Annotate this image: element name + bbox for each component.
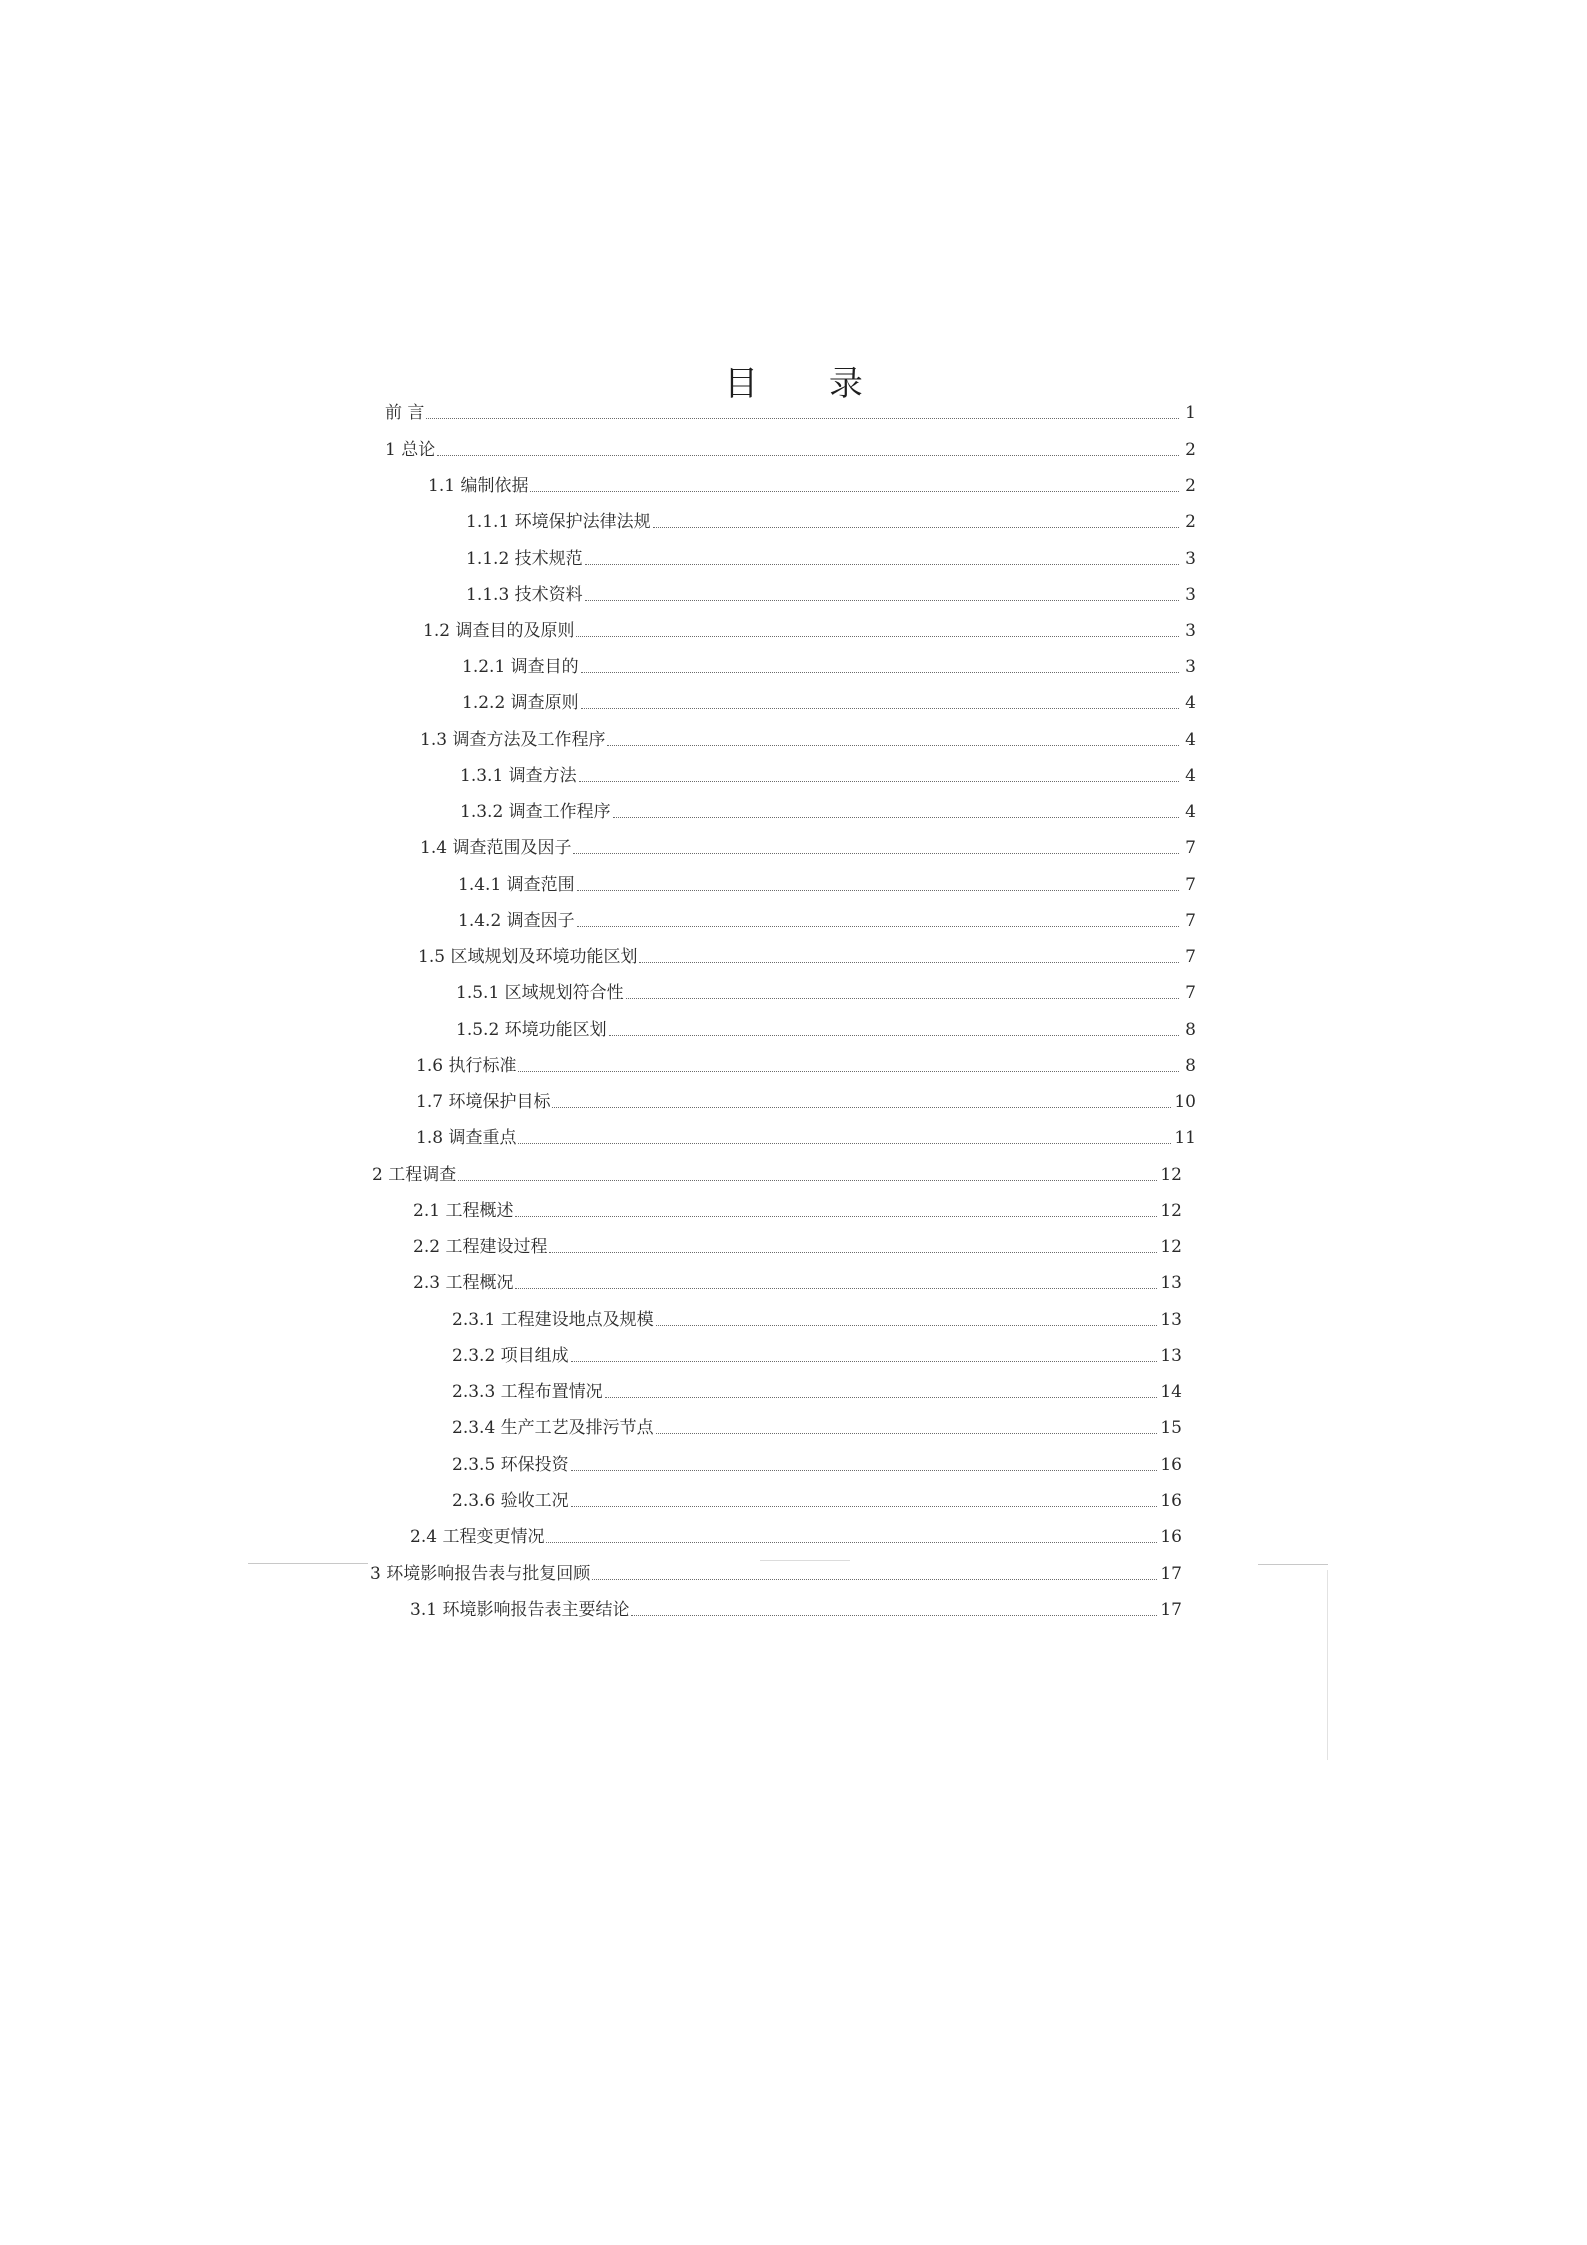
toc-entry-label: 1.5.2 环境功能区划: [456, 1020, 607, 1040]
toc-entry-label: 2.3 工程概况: [413, 1273, 514, 1293]
toc-entry-page-number: 3: [1185, 621, 1196, 641]
toc-entry-page-number: 11: [1174, 1128, 1196, 1148]
toc-entry-label: 2.4 工程变更情况: [410, 1527, 545, 1547]
toc-entry-label: 1.5.1 区域规划符合性: [456, 983, 624, 1003]
toc-entry-page-number: 13: [1160, 1310, 1182, 1330]
toc-dot-leader: [552, 1107, 1171, 1108]
toc-entry: [410, 1523, 1182, 1547]
toc-dot-leader: [581, 708, 1179, 709]
toc-dot-leader: [571, 1470, 1158, 1471]
toc-entry-page-number: 2: [1185, 440, 1196, 460]
toc-dot-leader: [607, 745, 1179, 746]
scan-artifact-line: [760, 1560, 850, 1561]
toc-dot-leader: [577, 926, 1179, 927]
toc-dot-leader: [437, 455, 1179, 456]
toc-entry-page-number: 8: [1185, 1020, 1196, 1040]
toc-entry: [385, 436, 1196, 460]
toc-entry: [452, 1414, 1182, 1438]
toc-entry-page-number: 16: [1160, 1455, 1182, 1475]
toc-entry-label: 3.1 环境影响报告表主要结论: [410, 1600, 630, 1620]
toc-entry: [456, 979, 1196, 1003]
toc-dot-leader: [515, 1288, 1157, 1289]
toc-entry-label: 1.1.1 环境保护法律法规: [466, 512, 651, 532]
toc-entry: [416, 1124, 1196, 1148]
toc-entry: [413, 1269, 1182, 1293]
toc-entry: [385, 399, 1196, 423]
toc-entry-label: 2.3.5 环保投资: [452, 1455, 569, 1475]
toc-entry-label: 1.4 调查范围及因子: [420, 838, 572, 858]
toc-entry-page-number: 13: [1160, 1273, 1182, 1293]
toc-dot-leader: [518, 1143, 1171, 1144]
toc-entry-page-number: 7: [1185, 983, 1196, 1003]
toc-entry-page-number: 14: [1160, 1382, 1182, 1402]
toc-entry-page-number: 10: [1174, 1092, 1196, 1112]
toc-dot-leader: [653, 527, 1179, 528]
toc-entry: [460, 762, 1196, 786]
toc-entry-label: 1.4.2 调查因子: [458, 911, 575, 931]
toc-entry-page-number: 4: [1185, 693, 1196, 713]
toc-entry-page-number: 7: [1185, 838, 1196, 858]
toc-entry-label: 2.3.6 验收工况: [452, 1491, 569, 1511]
toc-entry-page-number: 16: [1160, 1491, 1182, 1511]
toc-entry: [413, 1233, 1182, 1257]
toc-dot-leader: [571, 1506, 1158, 1507]
toc-dot-leader: [626, 998, 1179, 999]
toc-entry-page-number: 2: [1185, 476, 1196, 496]
toc-dot-leader: [573, 853, 1179, 854]
toc-entry-page-number: 7: [1185, 947, 1196, 967]
toc-entry-label: 2.3.1 工程建设地点及规模: [452, 1310, 654, 1330]
toc-dot-leader: [577, 890, 1179, 891]
toc-dot-leader: [579, 781, 1179, 782]
toc-entry-page-number: 2: [1185, 512, 1196, 532]
toc-entry: [428, 472, 1196, 496]
toc-dot-leader: [592, 1579, 1157, 1580]
toc-entry-page-number: 12: [1160, 1165, 1182, 1185]
toc-entry-page-number: 3: [1185, 549, 1196, 569]
toc-dot-leader: [639, 962, 1179, 963]
toc-entry: [452, 1378, 1182, 1402]
toc-entry: [456, 1016, 1196, 1040]
toc-dot-leader: [458, 1180, 1157, 1181]
toc-entry-page-number: 8: [1185, 1056, 1196, 1076]
toc-entry-page-number: 12: [1160, 1237, 1182, 1257]
toc-entry: [423, 617, 1196, 641]
toc-entry-label: 1.8 调查重点: [416, 1128, 517, 1148]
toc-entry-label: 2.1 工程概述: [413, 1201, 514, 1221]
toc-entry-label: 3 环境影响报告表与批复回顾: [370, 1564, 591, 1584]
toc-dot-leader: [656, 1325, 1158, 1326]
toc-entry-page-number: 4: [1185, 730, 1196, 750]
toc-entry-label: 2.3.2 项目组成: [452, 1346, 569, 1366]
toc-entry-label: 1.1 编制依据: [428, 476, 529, 496]
toc-entry: [370, 1560, 1182, 1584]
toc-entry: [462, 689, 1196, 713]
toc-dot-leader: [546, 1542, 1157, 1543]
toc-dot-leader: [605, 1397, 1158, 1398]
page-title: 目 录: [724, 364, 893, 404]
toc-entry-label: 1.4.1 调查范围: [458, 875, 575, 895]
toc-dot-leader: [426, 418, 1179, 419]
toc-entry-page-number: 4: [1185, 766, 1196, 786]
toc-dot-leader: [585, 600, 1179, 601]
toc-entry: [466, 545, 1196, 569]
toc-entry: [466, 581, 1196, 605]
scan-artifact-line: [1327, 1570, 1328, 1760]
toc-entry-label: 1.3 调查方法及工作程序: [420, 730, 606, 750]
toc-entry-label: 1.3.1 调查方法: [460, 766, 577, 786]
toc-dot-leader: [530, 491, 1179, 492]
toc-entry-label: 2.3.3 工程布置情况: [452, 1382, 603, 1402]
toc-entry-label: 1.1.3 技术资料: [466, 585, 583, 605]
scan-artifact-line: [1258, 1564, 1328, 1565]
toc-entry-page-number: 16: [1160, 1527, 1182, 1547]
toc-dot-leader: [581, 672, 1179, 673]
toc-entry: [420, 834, 1196, 858]
toc-entry-label: 1.3.2 调查工作程序: [460, 802, 611, 822]
toc-entry-label: 1.2.1 调查目的: [462, 657, 579, 677]
toc-dot-leader: [549, 1252, 1157, 1253]
toc-entry: [458, 907, 1196, 931]
toc-entry-label: 2.2 工程建设过程: [413, 1237, 548, 1257]
toc-entry: [372, 1161, 1182, 1185]
toc-entry: [452, 1487, 1182, 1511]
scan-artifact-line: [248, 1563, 368, 1564]
toc-entry-label: 1 总论: [385, 440, 436, 460]
toc-entry-label: 1.1.2 技术规范: [466, 549, 583, 569]
toc-entry: [420, 726, 1196, 750]
toc-entry-page-number: 17: [1160, 1600, 1182, 1620]
toc-entry-label: 2 工程调查: [372, 1165, 457, 1185]
toc-entry-page-number: 12: [1160, 1201, 1182, 1221]
toc-entry-page-number: 4: [1185, 802, 1196, 822]
toc-entry-label: 1.2 调查目的及原则: [423, 621, 575, 641]
toc-entry: [452, 1306, 1182, 1330]
toc-entry-label: 前 言: [385, 403, 425, 423]
toc-dot-leader: [518, 1071, 1179, 1072]
toc-entry-page-number: 1: [1185, 403, 1196, 423]
toc-entry-page-number: 7: [1185, 875, 1196, 895]
toc-entry-page-number: 7: [1185, 911, 1196, 931]
toc-entry-page-number: 17: [1160, 1564, 1182, 1584]
toc-entry: [460, 798, 1196, 822]
toc-entry-page-number: 3: [1185, 657, 1196, 677]
toc-entry-label: 2.3.4 生产工艺及排污节点: [452, 1418, 654, 1438]
toc-entry-label: 1.6 执行标准: [416, 1056, 517, 1076]
toc-entry-label: 1.5 区域规划及环境功能区划: [418, 947, 638, 967]
toc-entry: [416, 1088, 1196, 1112]
toc-dot-leader: [585, 564, 1179, 565]
toc-entry-label: 1.2.2 调查原则: [462, 693, 579, 713]
toc-entry: [452, 1342, 1182, 1366]
toc-entry-page-number: 15: [1160, 1418, 1182, 1438]
toc-entry: [458, 871, 1196, 895]
toc-entry-page-number: 3: [1185, 585, 1196, 605]
toc-entry: [413, 1197, 1182, 1221]
toc-dot-leader: [656, 1433, 1158, 1434]
toc-dot-leader: [576, 636, 1179, 637]
toc-entry: [416, 1052, 1196, 1076]
toc-dot-leader: [571, 1361, 1158, 1362]
toc-entry: [466, 508, 1196, 532]
toc-entry: [452, 1451, 1182, 1475]
toc-dot-leader: [609, 1035, 1179, 1036]
toc-entry-page-number: 13: [1160, 1346, 1182, 1366]
toc-entry: [410, 1596, 1182, 1620]
toc-dot-leader: [613, 817, 1179, 818]
toc-entry-label: 1.7 环境保护目标: [416, 1092, 551, 1112]
toc-dot-leader: [631, 1615, 1157, 1616]
toc-entry: [462, 653, 1196, 677]
toc-dot-leader: [515, 1216, 1157, 1217]
toc-entry: [418, 943, 1196, 967]
